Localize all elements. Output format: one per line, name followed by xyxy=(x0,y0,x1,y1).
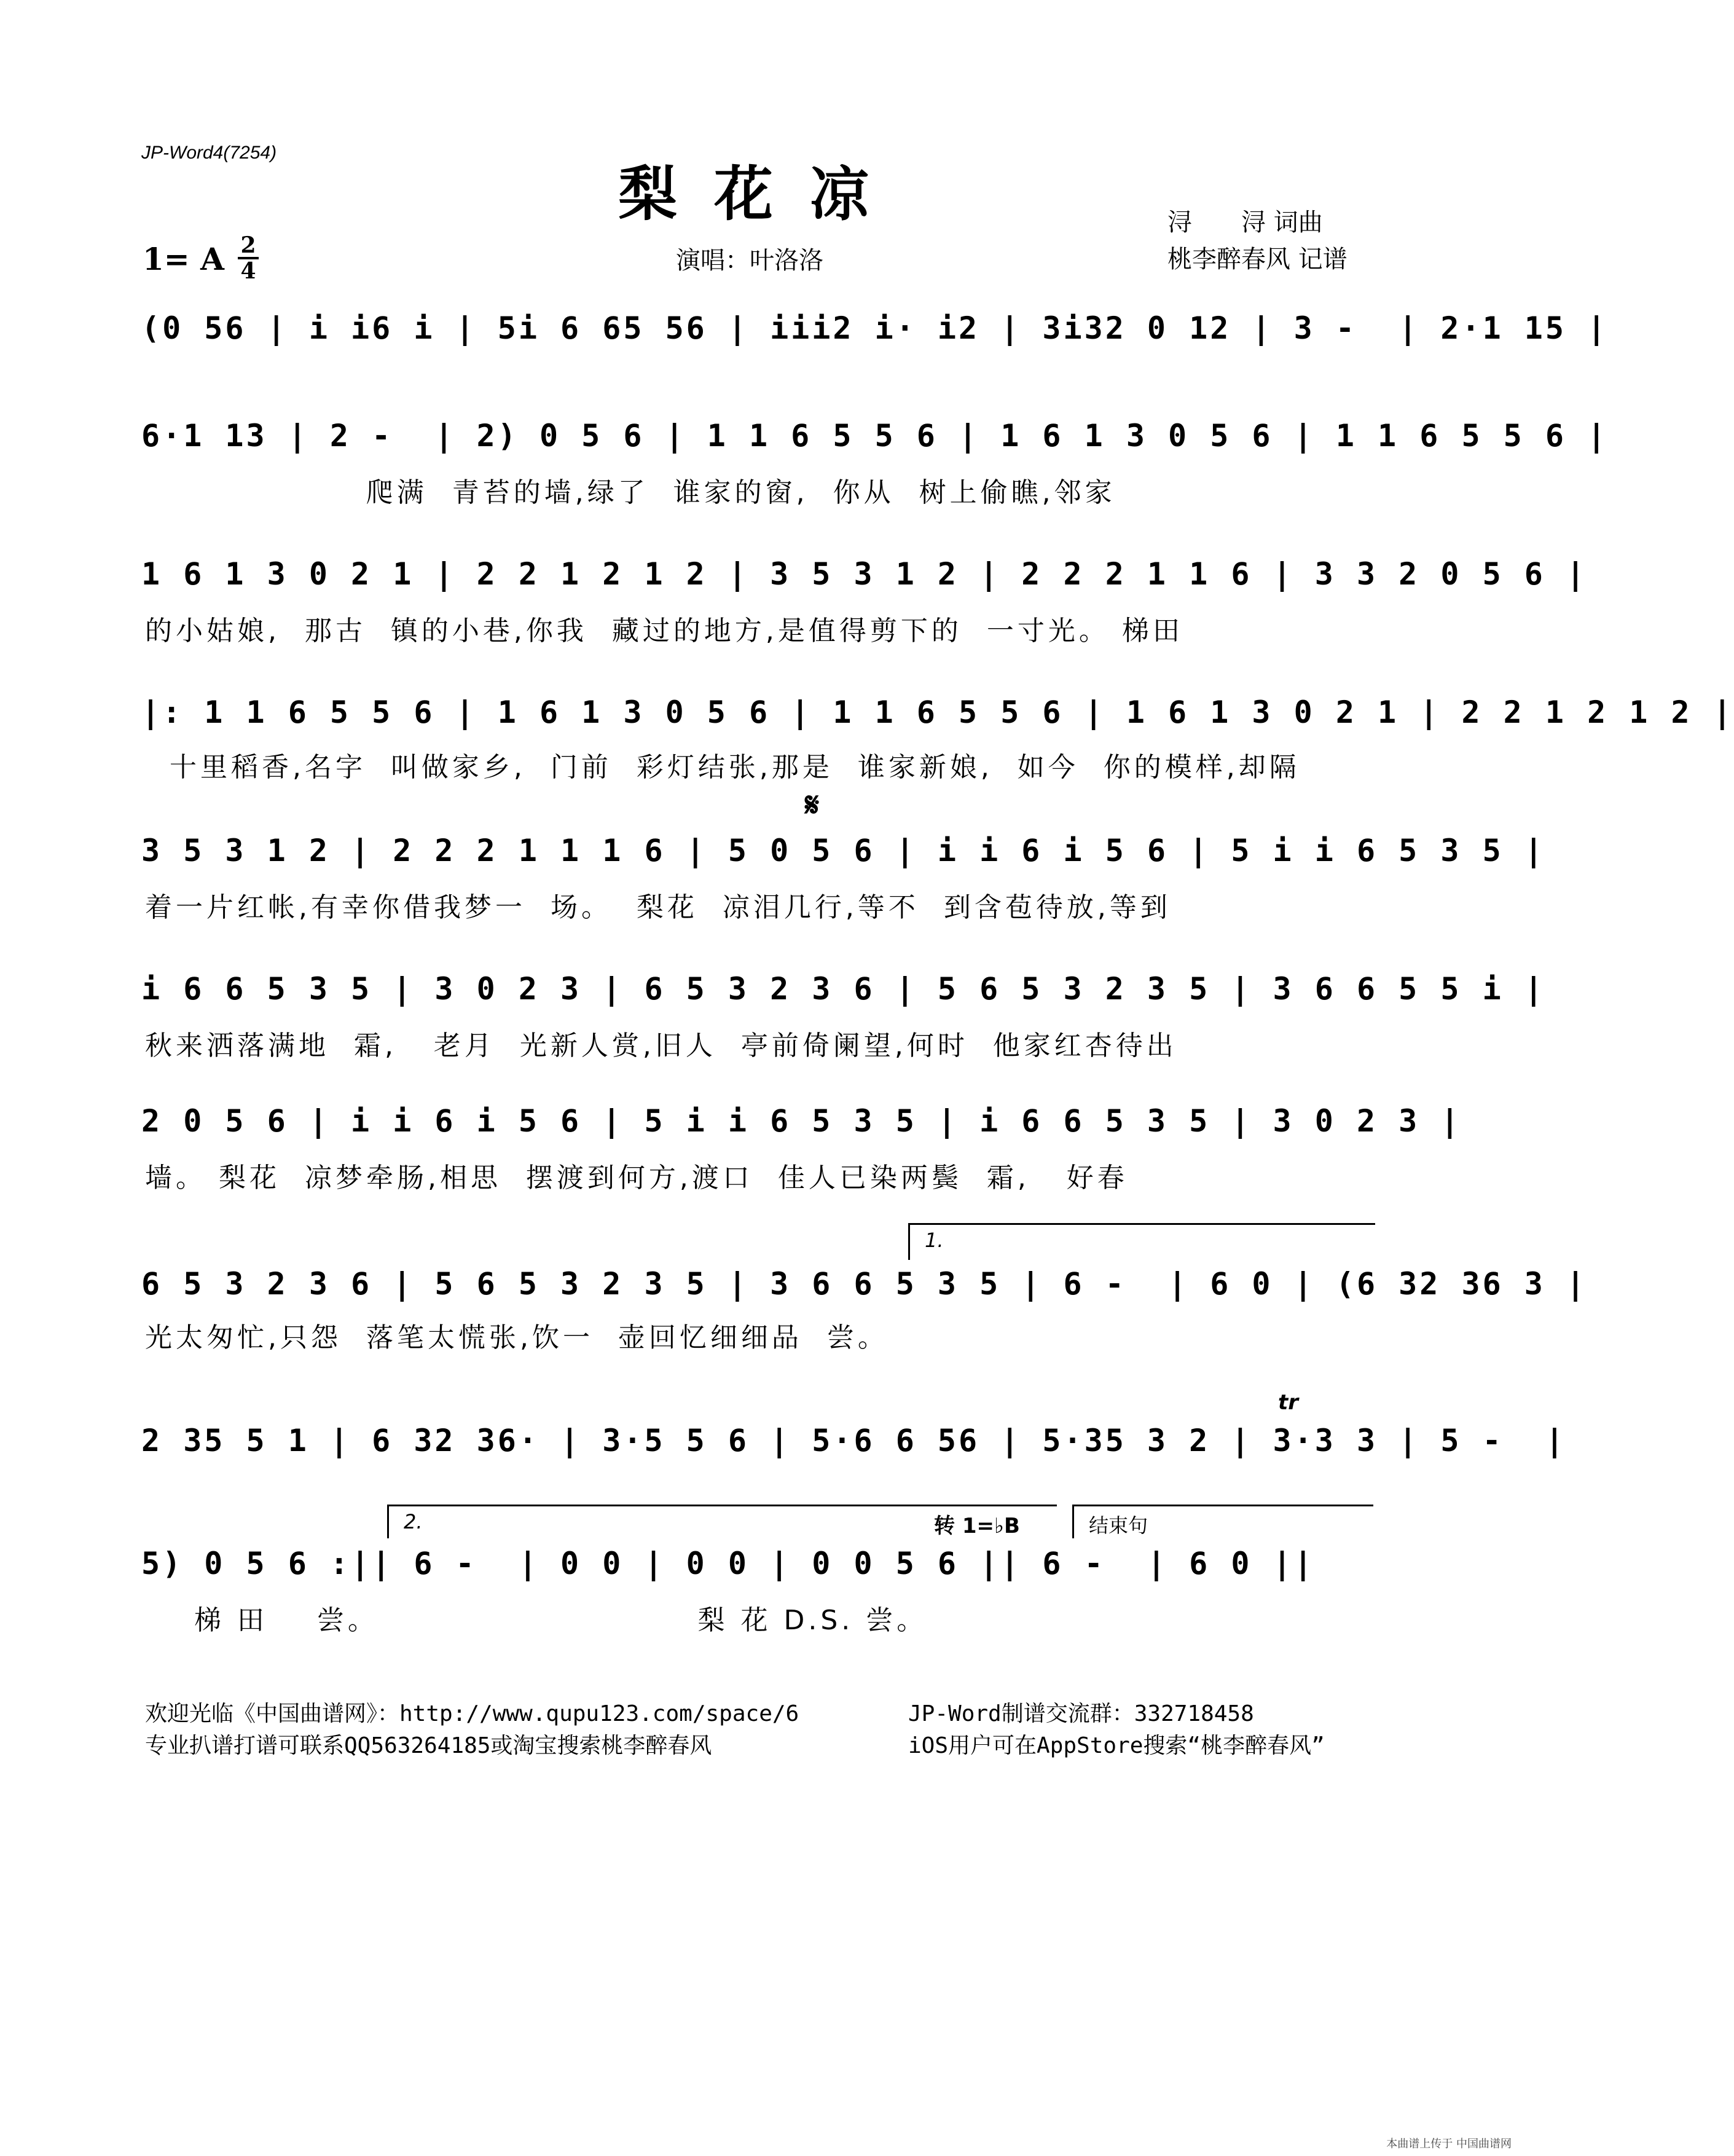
trill-mark: tr xyxy=(1278,1390,1299,1415)
notation-line-10: 5) 0 5 6 :|| 6 - | 0 0 | 0 0 | 0 0 5 6 || 6 - | 6 0 || xyxy=(141,1546,1315,1581)
lyrics-line-4: 十里稻香,名字 叫做家乡, 门前 彩灯结张,那是 谁家新娘, 如今 你的模样,却隔 xyxy=(145,752,1300,783)
notation-line-2: 6·1 13 | 2 - | 2) 0 5 6 | 1 1 6 5 5 6 | 1 6 1 3 0 5 6 | 1 1 6 5 5 6 | xyxy=(141,418,1609,454)
footer-group: JP-Word制谱交流群：332718458 xyxy=(908,1701,1254,1726)
footer-contact: 专业扒谱打谱可联系QQ563264185或淘宝搜索桃李醉春风 xyxy=(145,1733,712,1758)
notation-line-8: 6 5 3 2 3 6 | 5 6 5 3 2 3 5 | 3 6 6 5 3 5 | 6 - | 6 0 | (6 32 36 3 | xyxy=(141,1266,1588,1302)
footer-ios: iOS用户可在AppStore搜索“桃李醉春风” xyxy=(908,1733,1325,1758)
ending-bracket xyxy=(1072,1505,1373,1538)
lyrics-line-3: 的小姑娘, 那古 镇的小巷,你我 藏过的地方,是值得剪下的 一寸光。 梯田 xyxy=(145,615,1183,647)
lyrics-line-5: 着一片红帐,有幸你借我梦一 场。 梨花 凉泪几行,等不 到含苞待放,等到 xyxy=(145,892,1171,923)
notation-line-3: 1 6 1 3 0 2 1 | 2 2 1 2 1 2 | 3 5 3 1 2 | 2 2 2 1 1 6 | 3 3 2 0 5 6 | xyxy=(141,556,1588,592)
modulation-mark: 转 1=♭B xyxy=(934,1514,1020,1538)
software-label: JP-Word4(7254) xyxy=(141,143,277,163)
time-signature xyxy=(236,234,261,283)
lyrics-line-2: 爬满 青苔的墙,绿了 谁家的窗, 你从 树上偷瞧,邻家 xyxy=(145,477,1116,508)
volta-1 xyxy=(908,1223,1375,1260)
corner-watermark: 本曲谱上传于 中国曲谱网 xyxy=(1386,2138,1512,2150)
notation-line-6: i 6 6 5 3 5 | 3 0 2 3 | 6 5 3 2 3 6 | 5 6 5 3 2 3 5 | 3 6 6 5 5 i | xyxy=(141,971,1545,1007)
ending-label: 结束句 xyxy=(1089,1514,1148,1537)
time-signature-top: 2 xyxy=(240,232,256,258)
lyrics-line-10: 梯 田 尝。 梨 花 D.S. 尝。 xyxy=(145,1605,928,1636)
lyricist-composer: 浔 浔 词曲 xyxy=(1167,208,1323,237)
notation-line-9: 2 35 5 1 | 6 32 36· | 3·5 5 6 | 5·6 6 56 | 5·35 3 2 | 3·3 3 | 5 - | xyxy=(141,1423,1566,1458)
notation-line-4: |: 1 1 6 5 5 6 | 1 6 1 3 0 5 6 | 1 1 6 5 5 6 | 1 6 1 3 0 2 1 | 2 2 1 2 1 2 | xyxy=(141,694,1734,730)
volta-2-label: 2. xyxy=(404,1510,423,1533)
notation-line-1: (0 56 | i i6 i | 5i 6 65 56 | iii2 i· i2 | 3i32 0 12 | 3 - | 2·1 15 | xyxy=(141,310,1609,346)
singer: 演唱：叶洛洛 xyxy=(676,246,823,275)
key-signature: 1= A xyxy=(143,241,224,277)
transcriber: 桃李醉春风 记谱 xyxy=(1167,245,1348,273)
lyrics-line-7: 墙。 梨花 凉梦牵肠,相思 摆渡到何方,渡口 佳人已染两鬓 霜, 好春 xyxy=(145,1162,1128,1194)
segno-sign: 𝄋 xyxy=(805,785,820,824)
footer-site: 欢迎光临《中国曲谱网》：http://www.qupu123.com/space/6 xyxy=(145,1701,799,1726)
song-title: 梨花凉 xyxy=(618,159,906,229)
notation-line-7: 2 0 5 6 | i i 6 i 5 6 | 5 i i 6 5 3 5 | i 6 6 5 3 5 | 3 0 2 3 | xyxy=(141,1103,1462,1139)
notation-line-5: 3 5 3 1 2 | 2 2 2 1 1 1 6 | 5 0 5 6 | i i 6 i 5 6 | 5 i i 6 5 3 5 | xyxy=(141,833,1545,868)
time-signature-bottom: 4 xyxy=(240,258,256,284)
volta-1-label: 1. xyxy=(925,1229,944,1252)
lyrics-line-6: 秋来洒落满地 霜, 老月 光新人赏,旧人 亭前倚阑望,何时 他家红杏待出 xyxy=(145,1030,1177,1061)
lyrics-line-8: 光太匆忙,只怨 落笔太慌张,饮一 壶回忆细细品 尝。 xyxy=(145,1322,889,1353)
